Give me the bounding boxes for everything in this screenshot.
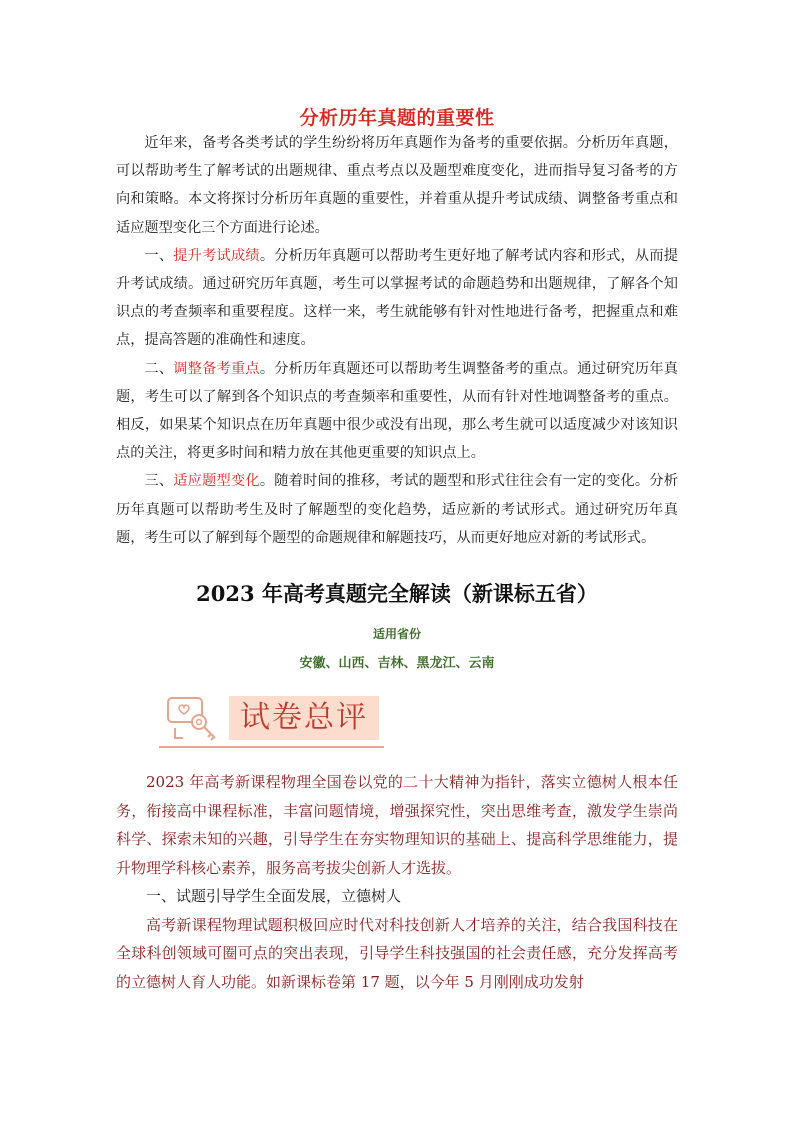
review-paragraph-2: 高考新课程物理试题积极回应时代对科技创新人才培养的关注，结合我国科技在全球科创领域可圈可点的突出表现，引导学生科技强国的社会责任感，充分发挥高考的立德树人育人功能。如新课标卷第 17 题，以今年 5 月刚刚成功发射 (116, 915, 678, 991)
point-body: 。随着时间的推移，考试的题型和形式往往会有一定的变化。分析历年真题可以帮助考生及时了解题型的变化趋势，适应新的考试形式。通过研究历年真题，考生可以了解到每个题型的命题规律和解题技巧，从而更好地应对新的考试形式。 (116, 473, 678, 546)
point-highlight: 适应题型变化 (173, 473, 260, 490)
province-list: 安徽、山西、吉林、黑龙江、云南 (299, 656, 495, 671)
key-heart-icon (165, 692, 225, 744)
banner-underline (159, 746, 384, 748)
article-body (116, 129, 678, 552)
intro-paragraph: 近年来，备考各类考试的学生纷纷将历年真题作为备考的重要依据。分析历年真题，可以帮助考生了解考试的出题规律、重点考点以及题型难度变化，进而指导复习备考的方向和策略。本文将探讨分析历年真题的重要性，并着重从提升考试成绩、调整备考重点和适应题型变化三个方面进行论述。 (116, 135, 678, 236)
banner-title: 试卷总评 (240, 700, 368, 735)
point-paragraph-3 (116, 467, 678, 552)
point-paragraph-1 (116, 242, 678, 355)
article-title: 分析历年真题的重要性 (299, 107, 495, 129)
exam-title: 2023 年高考真题完全解读（新课标五省） (196, 581, 598, 606)
point-prefix: 三、 (144, 473, 174, 490)
section-banner (159, 690, 384, 748)
point-prefix: 二、 (144, 360, 174, 377)
point-body: 。分析历年真题还可以帮助考生调整备考的重点。通过研究历年真题，考生可以了解到各个知识点的考查频率和重要性，从而有针对性地调整备考的重点。相反，如果某个知识点在历年真题中很少或没有出现，那么考生就可以适度减少对该知识点的关注，将更多时间和精力放在其他更重要的知识点上。 (116, 360, 678, 462)
banner-box (229, 696, 379, 740)
point-highlight: 提升考试成绩 (173, 247, 260, 264)
point-prefix: 一、 (144, 247, 174, 264)
point-highlight: 调整备考重点 (173, 360, 260, 377)
point-body: 。分析历年真题可以帮助考生更好地了解考试内容和形式，从而提升考试成绩。通过研究历年真题，考生可以掌握考试的命题趋势和出题规律，了解各个知识点的考查频率和重要程度。这样一来，考生就能够有针对性地进行备考，把握重点和难点，提高答题的准确性和速度。 (116, 247, 678, 349)
province-label: 适用省份 (372, 627, 421, 641)
point-paragraph-2 (116, 355, 678, 468)
review-paragraph-1: 2023 年高考新课程物理全国卷以党的二十大精神为指针，落实立德树人根本任务，衔接高中课程标准，丰富问题情境，增强探究性，突出思维考查，激发学生崇尚科学、探索未知的兴趣，引导学生在夯实物理知识的基础上、提高科学思维能力，提升物理学科核心素养，服务高考拔尖创新人才选拔。 (116, 773, 678, 877)
review-body (116, 768, 678, 996)
review-heading-1: 一、试题引导学生全面发展，立德树人 (146, 887, 402, 905)
